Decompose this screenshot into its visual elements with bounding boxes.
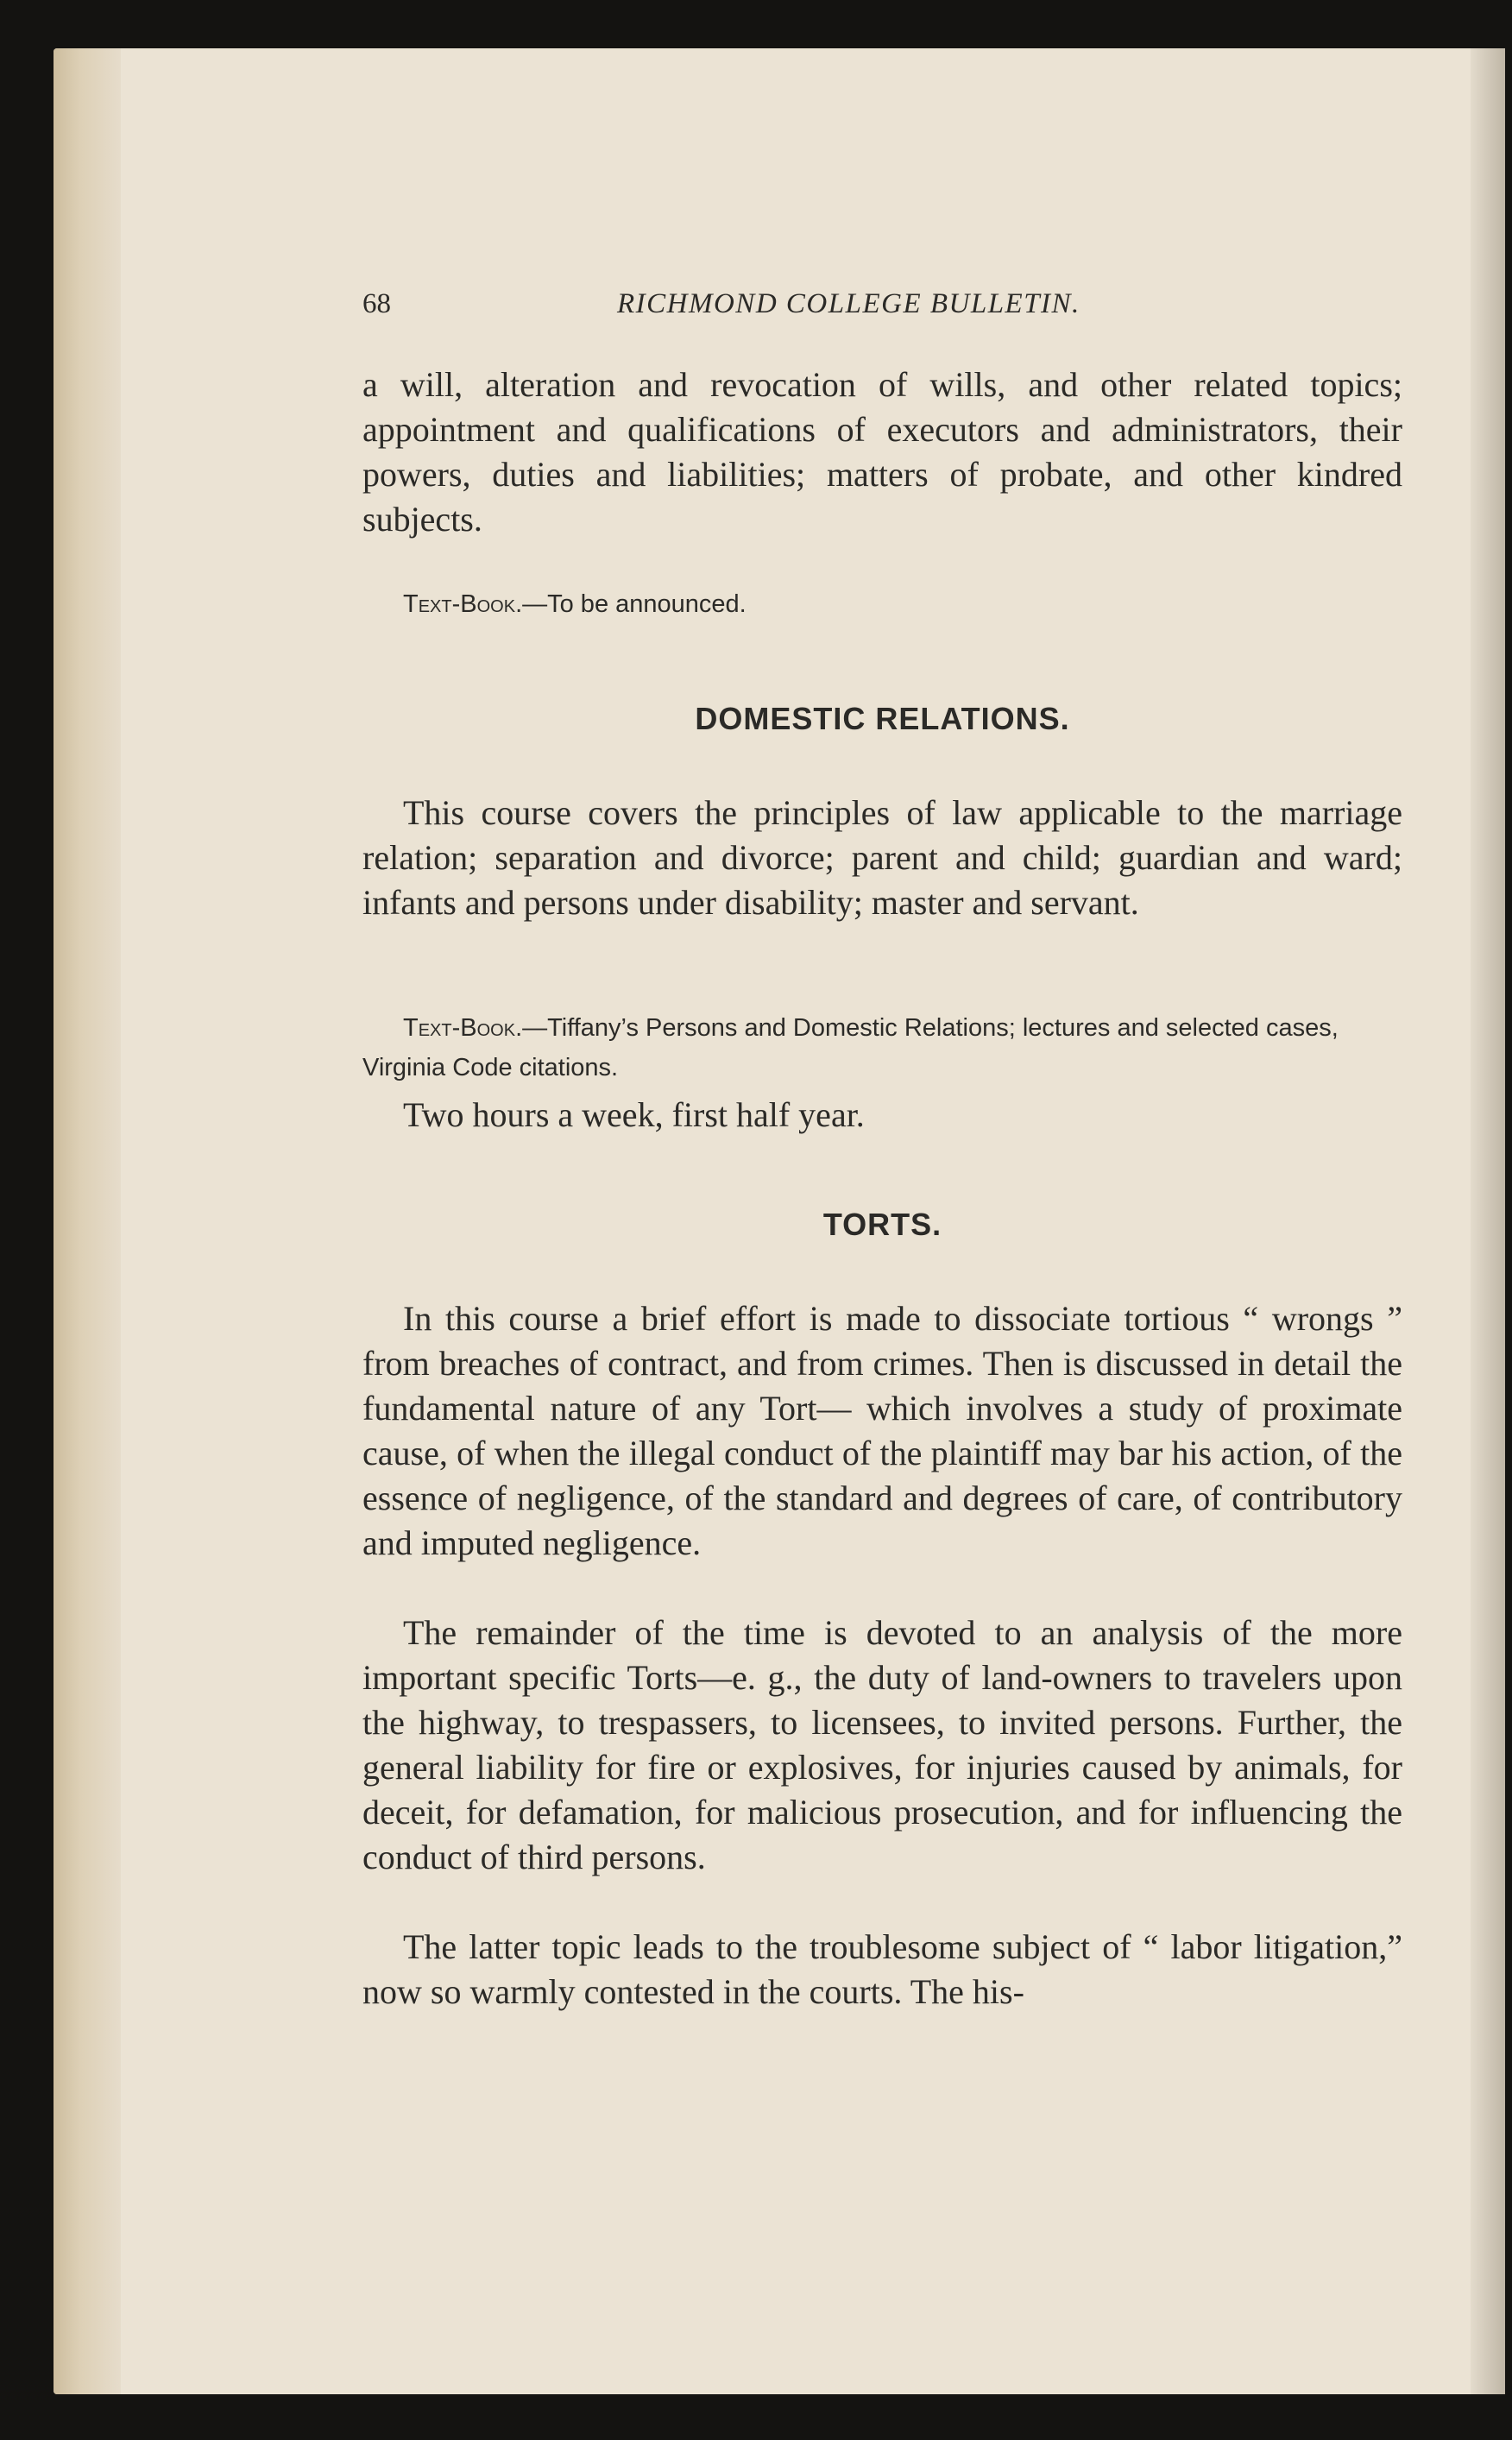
intro-textbook (362, 583, 1402, 625)
torts-heading: TORTS. (822, 1207, 942, 1242)
domestic-relations-heading: DOMESTIC RELATIONS. (695, 701, 1070, 736)
textbook-text: —Tiffany’s Persons and Domestic Relations; lectures and selected cases, Virginia Code citations. (362, 1014, 1339, 1081)
page-content (362, 0, 1407, 2440)
torts-paragraph-1: In this course a brief effort is made to dissociate tortious “ wrongs ” from breaches of contract, and from crimes. Then is discussed in detail the fundamental nature of any Tort— which involves a study of proximate cause, of when the illegal conduct of the plaintiff may bar his action, of the essence of negligence, of the standard and degrees of care, of contributory and imputed negligence. (362, 1299, 1402, 1562)
running-title: RICHMOND COLLEGE BULLETIN. (617, 288, 1080, 319)
textbook-label: Text-Book. (403, 1014, 523, 1042)
domestic-relations-paragraph: This course covers the principles of law applicable to the marriage relation; separation and divorce; parent and child; guardian and ward; infants and persons under disability; master and servant. (362, 793, 1402, 922)
page-number: 68 (362, 288, 391, 319)
torts-paragraph-2: The remainder of the time is devoted to an analysis of the more important specific Torts—e. g., the duty of land-owners to travelers upon the highway, to trespassers, to licensees, to invited persons. Further, the general liability for fire or explosives, for injuries caused by animals, for deceit, for defamation, for malicious prosecution, and for influencing the conduct of third persons. (362, 1613, 1402, 1876)
textbook-label: Text-Book. (403, 590, 523, 618)
running-head (362, 288, 1407, 331)
page-edge (54, 48, 121, 2394)
book-spine (1471, 48, 1505, 2394)
intro-paragraph: a will, alteration and revocation of wills, and other related topics; appointment and qualifications of executors and administrators, their powers, duties and liabilities; matters of probate, and other kindred subjects. (362, 365, 1402, 539)
domestic-relations-textbook (362, 1008, 1402, 1088)
domestic-relations-schedule: Two hours a week, first half year. (403, 1095, 865, 1134)
torts-paragraph-3: The latter topic leads to the troublesome subject of “ labor litigation,” now so warmly contested in the courts. The his- (362, 1927, 1402, 2011)
textbook-text: —To be announced. (522, 590, 747, 618)
